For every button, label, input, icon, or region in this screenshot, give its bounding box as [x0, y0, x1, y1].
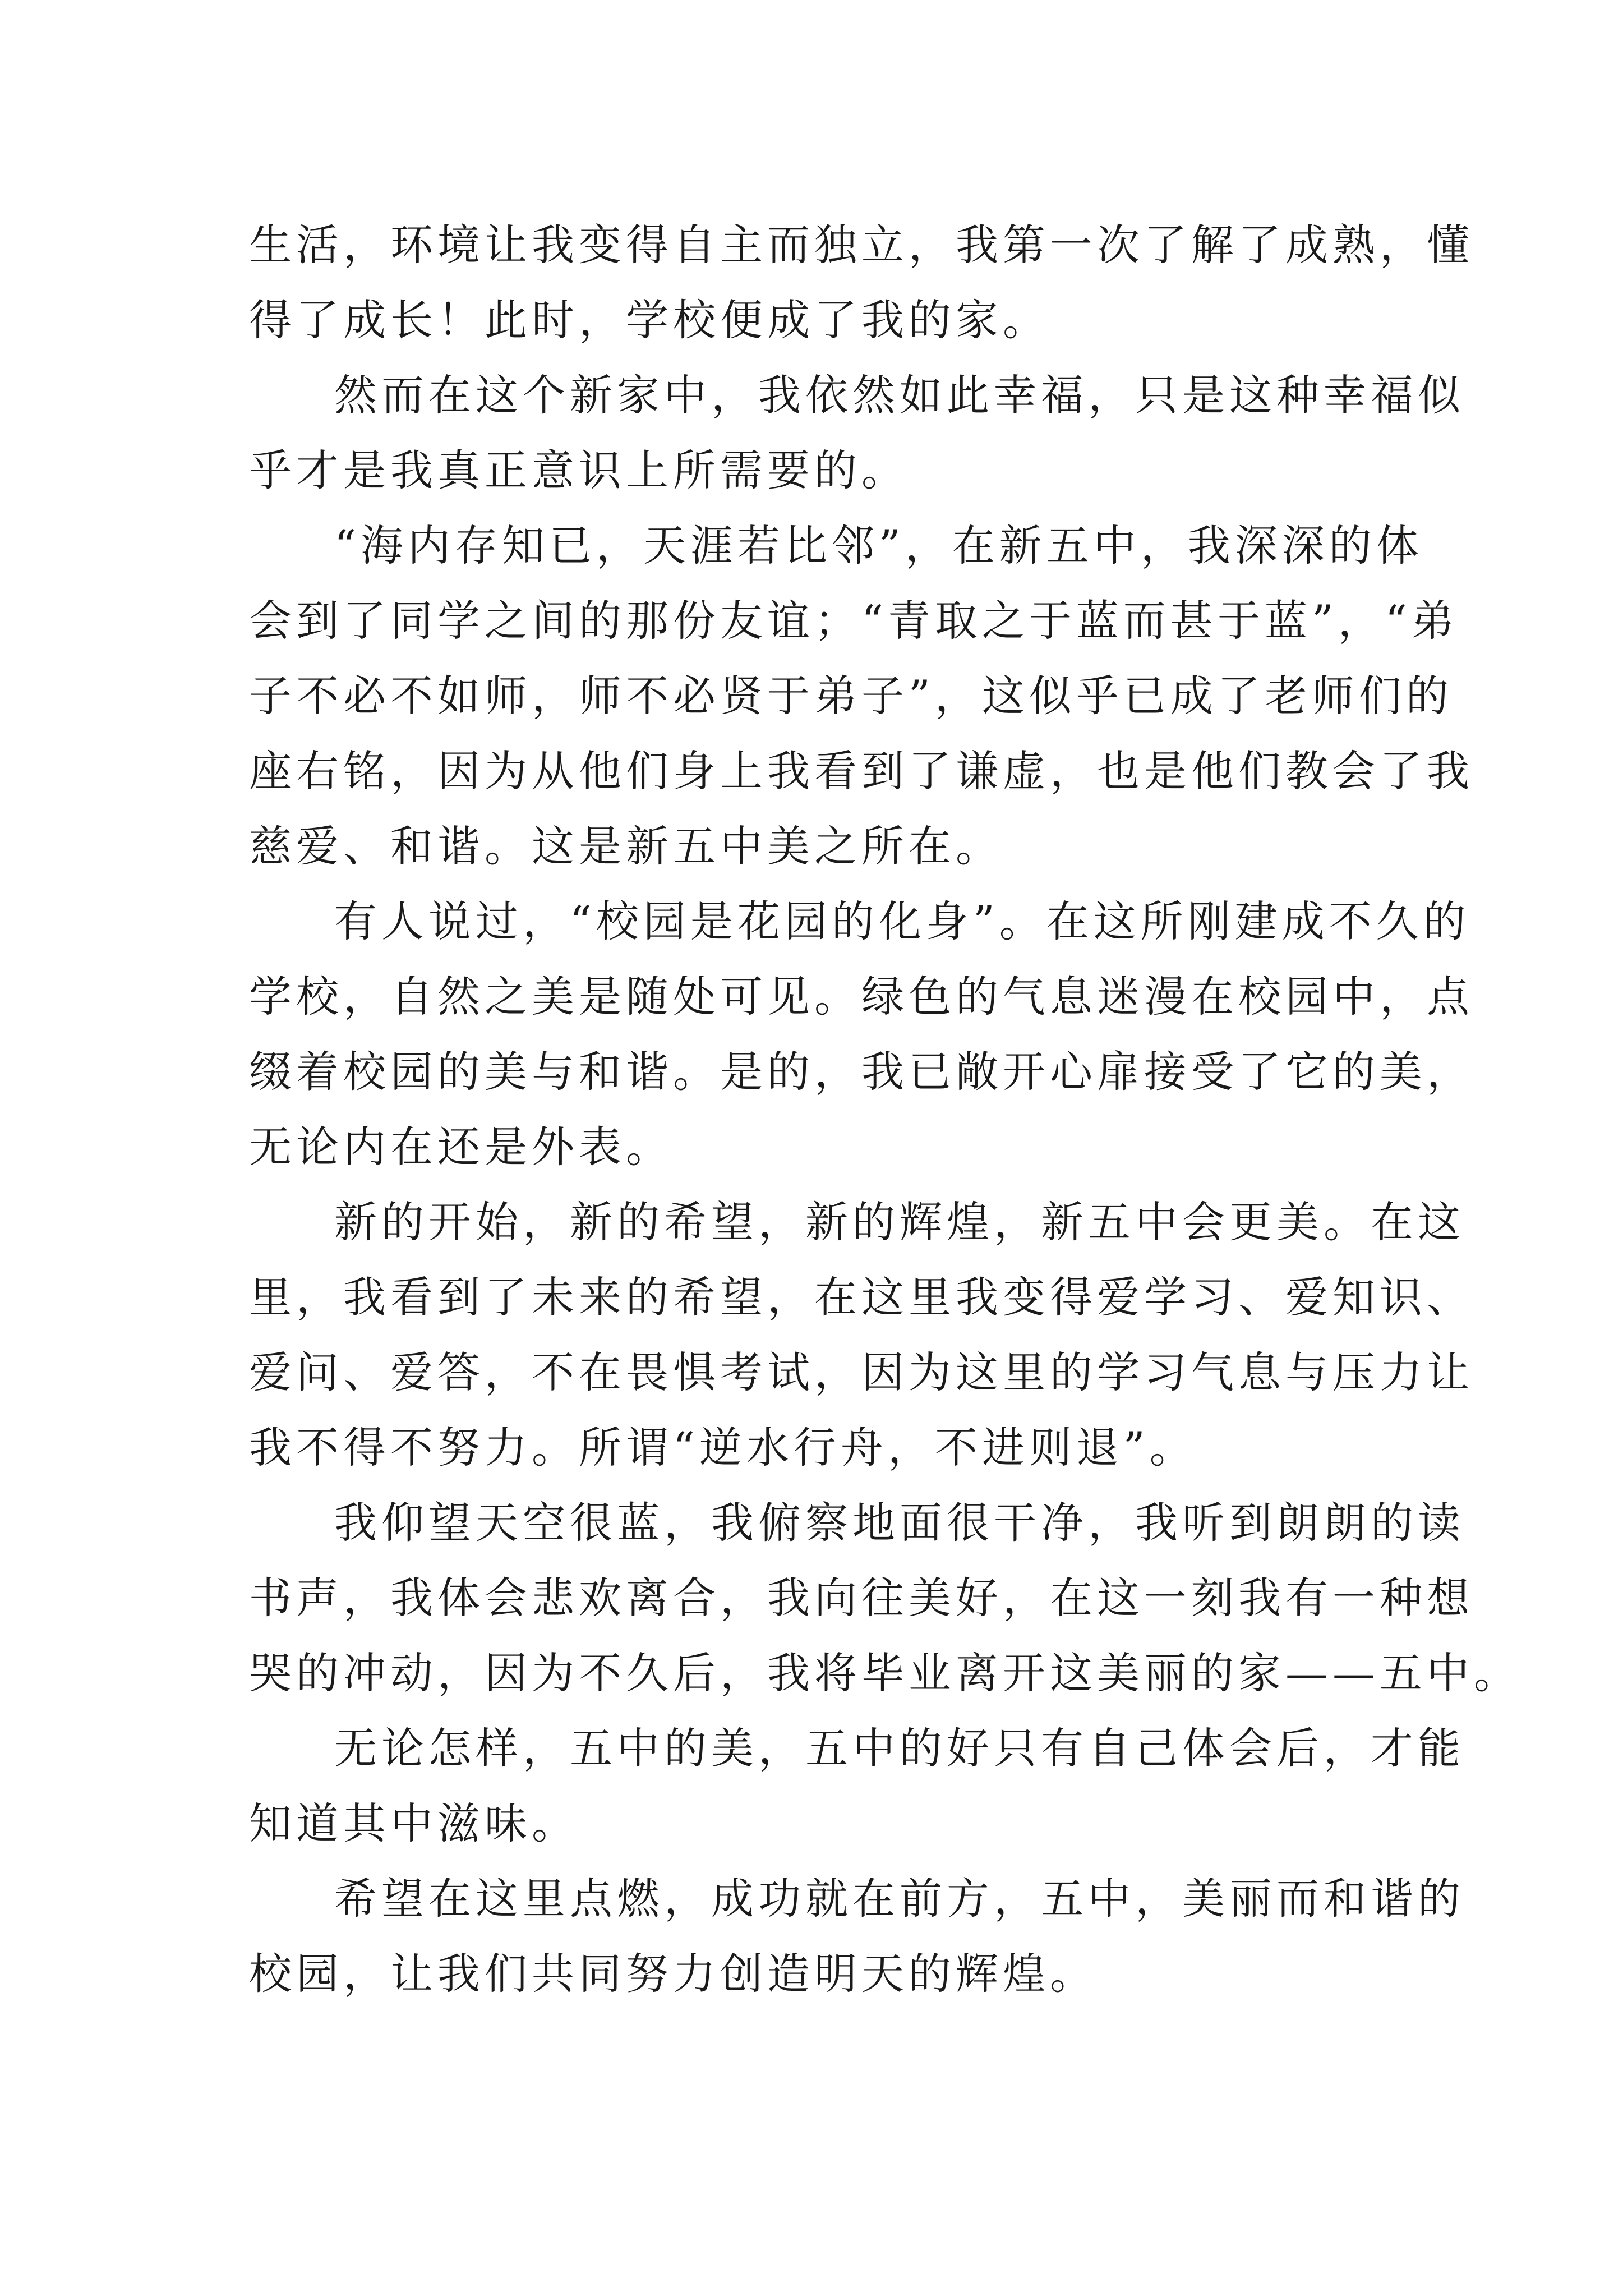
text-line: 会到了同学之间的那份友谊；“青取之于蓝而甚于蓝”，“弟	[249, 596, 1459, 646]
text-line: 子不必不如师，师不必贤于弟子”，这似乎已成了老师们的	[249, 671, 1453, 721]
text-line: 生活，环境让我变得自主而独立，我第一次了解了成熟，懂	[249, 220, 1474, 270]
paragraph-first-line: 然而在这个新家中，我依然如此幸福，只是这种幸福似	[334, 370, 1465, 420]
paragraph-first-line: 希望在这里点燃，成功就在前方，五中，美丽而和谐的	[334, 1874, 1465, 1924]
text-line: 座右铭，因为从他们身上我看到了谦虚，也是他们教会了我	[249, 746, 1474, 796]
text-line: 我不得不努力。所谓“逆水行舟，不进则退”。	[249, 1423, 1197, 1473]
text-line: 慈爱、和谐。这是新五中美之所在。	[249, 821, 1003, 871]
paragraph-first-line: “海内存知已，天涯若比邻”，在新五中，我深深的体	[334, 521, 1423, 570]
text-line: 缀着校园的美与和谐。是的，我已敞开心扉接受了它的美，	[249, 1047, 1474, 1097]
text-line: 得了成长！此时，学校便成了我的家。	[249, 295, 1050, 345]
text-line: 哭的冲动，因为不久后，我将毕业离开这美丽的家——五中。	[249, 1648, 1521, 1698]
paragraph-first-line: 我仰望天空很蓝，我俯察地面很干净，我听到朗朗的读	[334, 1498, 1465, 1548]
text-line: 乎才是我真正意识上所需要的。	[249, 445, 909, 495]
text-line: 书声，我体会悲欢离合，我向往美好，在这一刻我有一种想	[249, 1573, 1474, 1623]
text-line: 里，我看到了未来的希望，在这里我变得爱学习、爱知识、	[249, 1272, 1474, 1322]
text-line: 学校，自然之美是随处可见。绿色的气息迷漫在校园中，点	[249, 972, 1474, 1022]
text-line: 校园，让我们共同努力创造明天的辉煌。	[249, 1949, 1097, 1999]
paragraph-first-line: 无论怎样，五中的美，五中的好只有自己体会后，才能	[334, 1723, 1465, 1773]
paragraph-first-line: 新的开始，新的希望，新的辉煌，新五中会更美。在这	[334, 1197, 1465, 1247]
body-text	[249, 208, 1521, 2012]
text-line: 爱问、爱答，不在畏惧考试，因为这里的学习气息与压力让	[249, 1347, 1474, 1397]
text-line: 无论内在还是外表。	[249, 1122, 673, 1172]
text-line: 知道其中滋味。	[249, 1798, 579, 1848]
paragraph-first-line: 有人说过，“校园是花园的化身”。在这所刚建成不久的	[334, 896, 1470, 946]
